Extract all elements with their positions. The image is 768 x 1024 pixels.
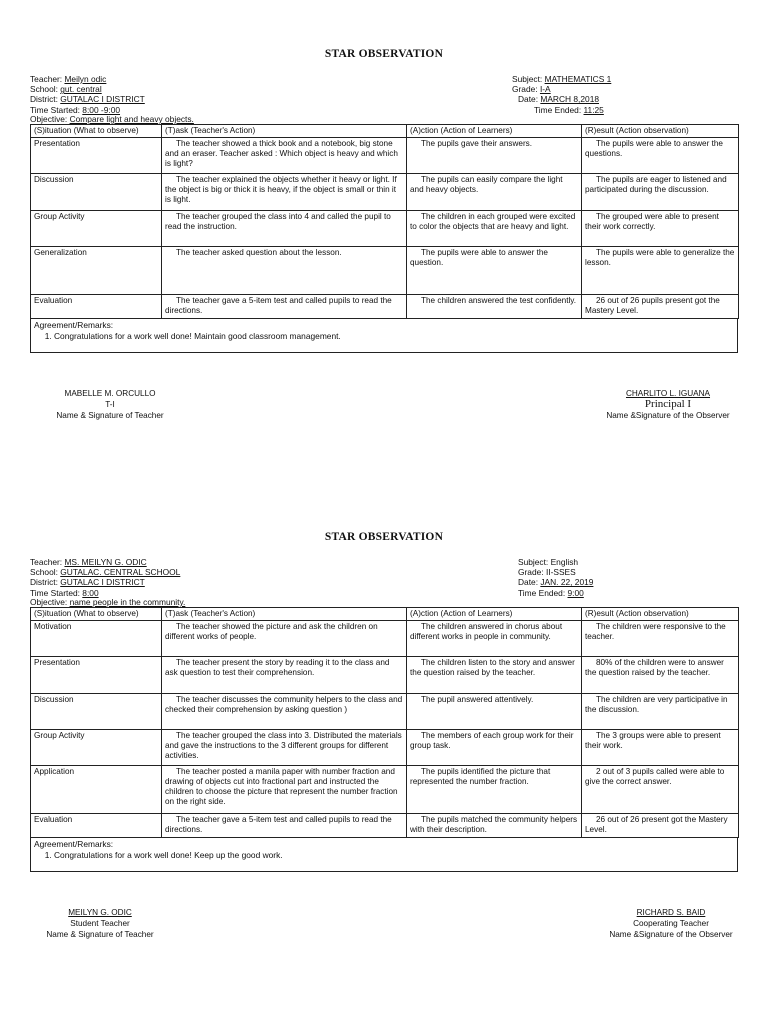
situation-cell: Discussion [31,694,162,730]
date-line: Date: JAN. 22, 2019 [518,577,594,588]
task-cell: The teacher posted a manila paper with number fraction and drawing of objects cut into fractional part and instructed the children to choose the picture that represent the number fraction on the right side. [162,766,407,814]
time-started-line: Time Started: 8:00 -9:00 [30,104,121,115]
date-value: JAN. 22, 2019 [540,577,594,588]
remarks-box [30,838,738,872]
star-table [30,124,739,319]
district-value: GUTALAC I DISTRICT [60,577,145,588]
school-value: GUTALAC. CENTRAL SCHOOL [60,567,181,578]
teacher-signature-block [40,907,160,940]
column-header: (R)esult (Action observation) [582,608,739,621]
column-header: (T)ask (Teacher's Action) [162,125,407,138]
time-ended-line: Time Ended: 9:00 [518,587,584,598]
subject-line: Subject: MATHEMATICS 1 [512,74,612,84]
remarks-label: Agreement/Remarks: [34,320,114,330]
result-cell: 80% of the children were to answer the question raised by the teacher. [582,657,739,694]
result-cell: The pupils are eager to listened and participated during the discussion. [582,174,739,211]
task-cell: The teacher explained the objects whether it heavy or light. If the object is big or thick it is heavy, if the object is small or thin it is light. [162,174,407,211]
date-value: MARCH 8,2018 [540,94,600,105]
objective-line: Objective: name people in the community. [30,597,186,607]
observer-signature-block [588,388,748,421]
table-row [31,247,739,295]
date-line: Date: MARCH 8,2018 [518,94,600,105]
result-cell: 26 out of 26 pupils present got the Mastery Level. [582,295,739,319]
teacher-signature-title: Student Teacher [70,919,130,928]
table-header-row [31,608,739,621]
table-header-row [31,125,739,138]
teacher-signature-caption: Name & Signature of Teacher [46,930,154,939]
result-cell: The 3 groups were able to present their work. [582,730,739,766]
result-cell: The children were responsive to the teacher. [582,621,739,657]
task-cell: The teacher gave a 5-item test and called pupils to read the directions. [162,295,407,319]
task-cell: The teacher showed a thick book and a notebook, big stone and an eraser. Teacher asked : Which object is heavy and which is light? [162,138,407,174]
teacher-line: Teacher: Meilyn odic [30,74,107,84]
observer-signature-name: CHARLITO L. IGUANA [625,389,711,398]
result-cell: The grouped were able to present their work correctly. [582,211,739,247]
school-value: gut. central [60,84,102,95]
observer-signature-block [596,907,746,940]
action-cell: The pupils gave their answers. [407,138,582,174]
task-cell: The teacher asked question about the lesson. [162,247,407,295]
observer-signature-name: RICHARD S. BAID [636,908,706,917]
time-started-value: 8:00 [82,587,99,598]
time-ended-line: Time Ended: 11:25 [534,104,604,115]
objective-value: Compare light and heavy objects. [69,114,194,124]
action-cell: The pupils were able to answer the question. [407,247,582,295]
time-ended-value: 9:00 [567,587,584,598]
time-ended-value: 11:25 [583,104,604,115]
situation-cell: Discussion [31,174,162,211]
objective-line: Objective: Compare light and heavy objects. [30,114,194,124]
star-observation-form-1 [30,48,738,353]
action-cell: The children answered in chorus about different works in people in community. [407,621,582,657]
teacher-value: MS. MEILYN G. ODIC [64,557,147,567]
observer-signature-caption: Name &Signature of the Observer [606,411,730,420]
table-row [31,814,739,838]
action-cell: The pupils identified the picture that represented the number fraction. [407,766,582,814]
subject-line: Subject: English [518,557,579,567]
table-row [31,211,739,247]
situation-cell: Evaluation [31,295,162,319]
column-header: (T)ask (Teacher's Action) [162,608,407,621]
form-header-info [30,74,738,114]
observer-signature-title: Cooperating Teacher [633,919,709,928]
school-line: School: gut. central [30,84,102,95]
table-row [31,730,739,766]
result-cell: The pupils were able to generalize the lesson. [582,247,739,295]
form-title: STAR OBSERVATION [324,531,444,543]
action-cell: The pupils matched the community helpers with their description. [407,814,582,838]
district-line: District: GUTALAC I DISTRICT [30,94,145,105]
teacher-signature-title: T-I [105,400,115,409]
situation-cell: Evaluation [31,814,162,838]
action-cell: The children listen to the story and answer the question raised by the teacher. [407,657,582,694]
observer-signature-title: Principal I [644,398,692,410]
task-cell: The teacher present the story by reading it to the class and ask question to test their comprehension. [162,657,407,694]
remark-item: 1. Congratulations for a work well done! Keep up the good work. [54,850,734,861]
column-header: (R)esult (Action observation) [582,125,739,138]
teacher-value: Meilyn odic [64,74,107,84]
remarks-box [30,319,738,353]
column-header: (S)ituation (What to observe) [31,608,162,621]
objective-value: name people in the community. [69,597,186,607]
action-cell: The pupils can easily compare the light and heavy objects. [407,174,582,211]
grade-line: Grade: II-SSES [518,567,576,578]
table-row [31,621,739,657]
form-header-info [30,557,738,597]
school-line: School: GUTALAC. CENTRAL SCHOOL [30,567,181,578]
time-started-value: 8:00 -9:00 [82,104,121,115]
column-header: (A)ction (Action of Learners) [407,608,582,621]
situation-cell: Presentation [31,657,162,694]
district-line: District: GUTALAC I DISTRICT [30,577,145,588]
task-cell: The teacher showed the picture and ask the children on different works of people. [162,621,407,657]
table-row [31,138,739,174]
star-table [30,607,739,838]
teacher-signature-block [40,388,180,421]
column-header: (S)ituation (What to observe) [31,125,162,138]
table-row [31,174,739,211]
teacher-line: Teacher: MS. MEILYN G. ODIC [30,557,147,567]
table-row [31,295,739,319]
action-cell: The pupil answered attentively. [407,694,582,730]
action-cell: The children answered the test confidently. [407,295,582,319]
subject-value: MATHEMATICS 1 [544,74,612,84]
district-value: GUTALAC I DISTRICT [60,94,145,105]
task-cell: The teacher grouped the class into 3. Distributed the materials and gave the instructions to the 3 different groups for different activities. [162,730,407,766]
table-row [31,766,739,814]
action-cell: The members of each group work for their group task. [407,730,582,766]
teacher-signature-name: MABELLE M. ORCULLO [64,389,156,398]
result-cell: The children are very participative in the discussion. [582,694,739,730]
teacher-signature-name: MEILYN G. ODIC [68,908,132,917]
situation-cell: Motivation [31,621,162,657]
grade-value: I-A [539,84,551,95]
subject-value: English [550,557,579,567]
table-row [31,694,739,730]
situation-cell: Generalization [31,247,162,295]
situation-cell: Presentation [31,138,162,174]
task-cell: The teacher discusses the community helpers to the class and checked their comprehension by asking question ) [162,694,407,730]
observer-signature-caption: Name &Signature of the Observer [609,930,733,939]
situation-cell: Group Activity [31,730,162,766]
result-cell: 2 out of 3 pupils called were able to give the correct answer. [582,766,739,814]
task-cell: The teacher grouped the class into 4 and called the pupil to read the instruction. [162,211,407,247]
remarks-label: Agreement/Remarks: [34,839,114,849]
situation-cell: Application [31,766,162,814]
result-cell: The pupils were able to answer the questions. [582,138,739,174]
task-cell: The teacher gave a 5-item test and called pupils to read the directions. [162,814,407,838]
grade-line: Grade: I-A [512,84,551,95]
form-title: STAR OBSERVATION [324,48,444,60]
action-cell: The children in each grouped were excited to color the objects that are heavy and light. [407,211,582,247]
time-started-line: Time Started: 8:00 [30,587,99,598]
table-row [31,657,739,694]
grade-value: II-SSES [545,567,576,578]
teacher-signature-caption: Name & Signature of Teacher [56,411,164,420]
star-observation-form-2 [30,531,738,872]
remark-item: 1. Congratulations for a work well done! Maintain good classroom management. [54,331,734,342]
result-cell: 26 out of 26 present got the Mastery Level. [582,814,739,838]
column-header: (A)ction (Action of Learners) [407,125,582,138]
situation-cell: Group Activity [31,211,162,247]
